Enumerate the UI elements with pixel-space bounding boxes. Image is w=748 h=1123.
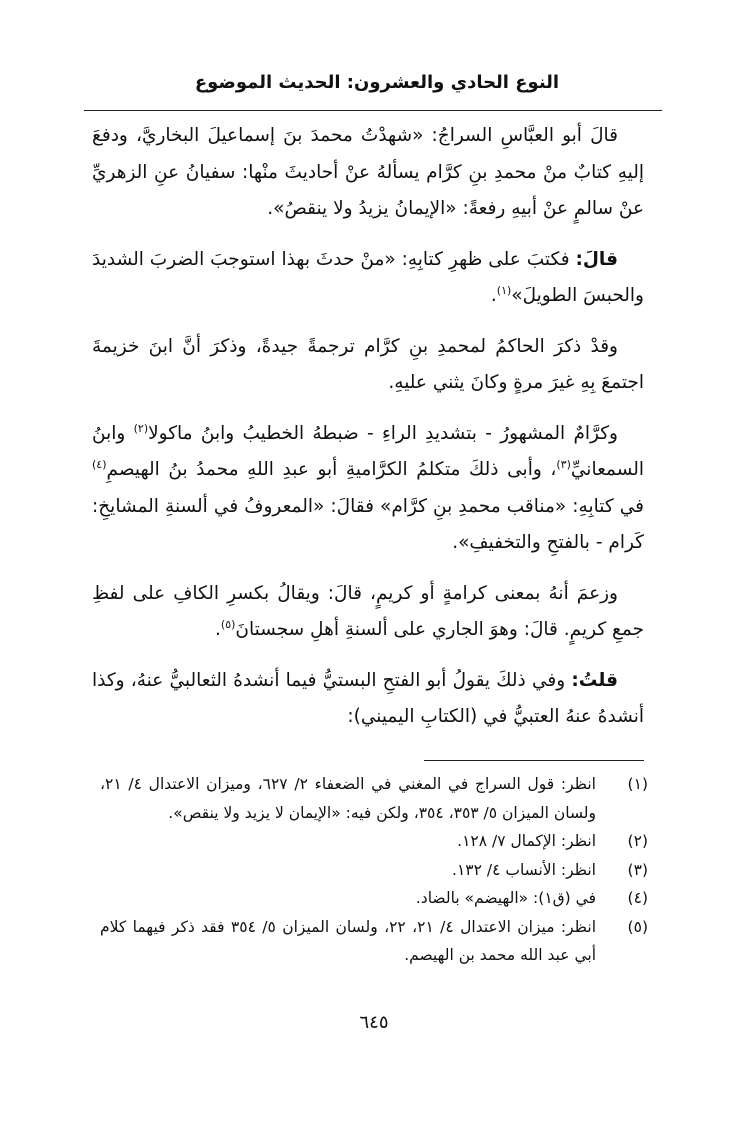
footnote-ref: (٥) (220, 617, 236, 631)
paragraph (92, 242, 644, 315)
footnote-text: انظر: قول السراج في المغني في الضعفاء ٢/ ٦٢٧، وميزان الاعتدال ٤/ ٢١، ولسان الميزان ٥/ ٣٥٣، ٣٥٤، ولكن فيه: «الإيمان لا يزيد ولا ينقص». (100, 775, 596, 822)
paragraph (92, 118, 644, 228)
footnote-ref: (٤) (92, 457, 107, 471)
main-text (92, 118, 644, 750)
header-divider (84, 110, 662, 111)
paragraph (92, 416, 644, 562)
paragraph-lead: قالَ: (575, 248, 618, 270)
paragraph-tail: . (490, 285, 497, 306)
paragraph (92, 329, 644, 402)
paragraph-text: وابنُ السمعانيِّ (92, 422, 644, 480)
paragraph-lead: قلتُ: (571, 669, 618, 691)
footnote-number: (١) (627, 775, 648, 793)
footnote-number: (٤) (627, 889, 648, 907)
paragraph-text: قالَ أبو العبَّاسِ السراجُ: «شهدْتُ محمدَ بنَ إسماعيلَ البخاريَّ، ودفعَ إليهِ كتابٌ منْ محمدِ بنِ كرَّام يسألهُ عنْ أحاديثَ منْها: سفيانُ عنِ الزهريِّ عنْ سالمٍ عنْ أبيهِ رفعةً: «الإيمانُ يزيدُ ولا ينقصُ». (92, 125, 644, 219)
paragraph-text: وكرَّامٌ المشهورُ - بتشديدِ الراءِ - ضبطهُ الخطيبُ وابنُ ماكولا (148, 422, 618, 444)
paragraph-tail: . (215, 619, 221, 640)
footnote-ref: (١) (496, 283, 512, 297)
paragraph-text: ، وأبى ذلكَ متكلمُ الكرَّاميةِ أبو عبدِ اللهِ محمدُ بنُ الهيصمِ (106, 459, 557, 480)
footnote-ref: (٣) (556, 457, 571, 471)
paragraph-text: وفي ذلكَ يقولُ أبو الفتحِ البستيُّ فيما أنشدهُ الثعالبيُّ عنهُ، وكذا أنشدهُ عنهُ العتبيُّ في (الكتابِ اليميني): (92, 669, 644, 727)
footnote-number: (٥) (627, 917, 648, 936)
footnote-number: (٣) (627, 860, 648, 879)
footnote-text: في (ق١): «الهيضم» بالضاد. (415, 889, 596, 907)
footnote (100, 913, 648, 970)
paragraph (92, 663, 644, 736)
footnote-divider (424, 760, 644, 761)
footnote (100, 827, 648, 856)
footnote-text: انظر: الأنساب ٤/ ١٣٢. (452, 860, 596, 879)
footnote-text: انظر: ميزان الاعتدال ٤/ ٢١، ٢٢، ولسان الميزان ٥/ ٣٥٤ فقد ذكر فيهما كلام أبي عبد الله محمد بن الهيصم. (100, 917, 597, 964)
footnotes (100, 770, 648, 970)
paragraph-text: وقدْ ذكرَ الحاكمُ لمحمدِ بنِ كرَّام ترجمةً جيدةً، وذكرَ أنَّ ابنَ خزيمةَ اجتمعَ بِهِ غيرَ مرةٍ وكانَ يثني عليهِ. (92, 335, 644, 393)
footnote-text: انظر: الإكمال ٧/ ١٢٨. (457, 832, 596, 850)
footnote-number: (٢) (627, 832, 648, 850)
footnote (100, 856, 648, 885)
paragraph-text: في كتابِهِ: «مناقب محمدِ بنِ كرَّام» فقالَ: «المعروفُ في ألسنةِ المشايخِ: كَرام - بالفتحِ والتخفيفِ». (92, 495, 644, 553)
footnote (100, 770, 648, 827)
paragraph (92, 576, 644, 649)
footnote-ref: (٢) (133, 421, 149, 435)
paragraph-text: وزعمَ أنهُ بمعنى كرامةٍ أو كريمٍ، قالَ: ويقالُ بكسرِ الكافِ على لفظِ جمعِ كريمٍ. قالَ: وهوَ الجاري على ألسنةِ أهلِ سجستانَ (92, 582, 644, 640)
running-header: النوع الحادي والعشرون: الحديث الموضوع (194, 72, 560, 93)
footnote (100, 884, 648, 913)
page-number: ٦٤٥ (359, 1012, 389, 1033)
paragraph-text: فكتبَ على ظهرِ كتابِهِ: «منْ حدثَ بهذا استوجبَ الضربَ الشديدَ والحبسَ الطويلَ» (92, 248, 644, 306)
